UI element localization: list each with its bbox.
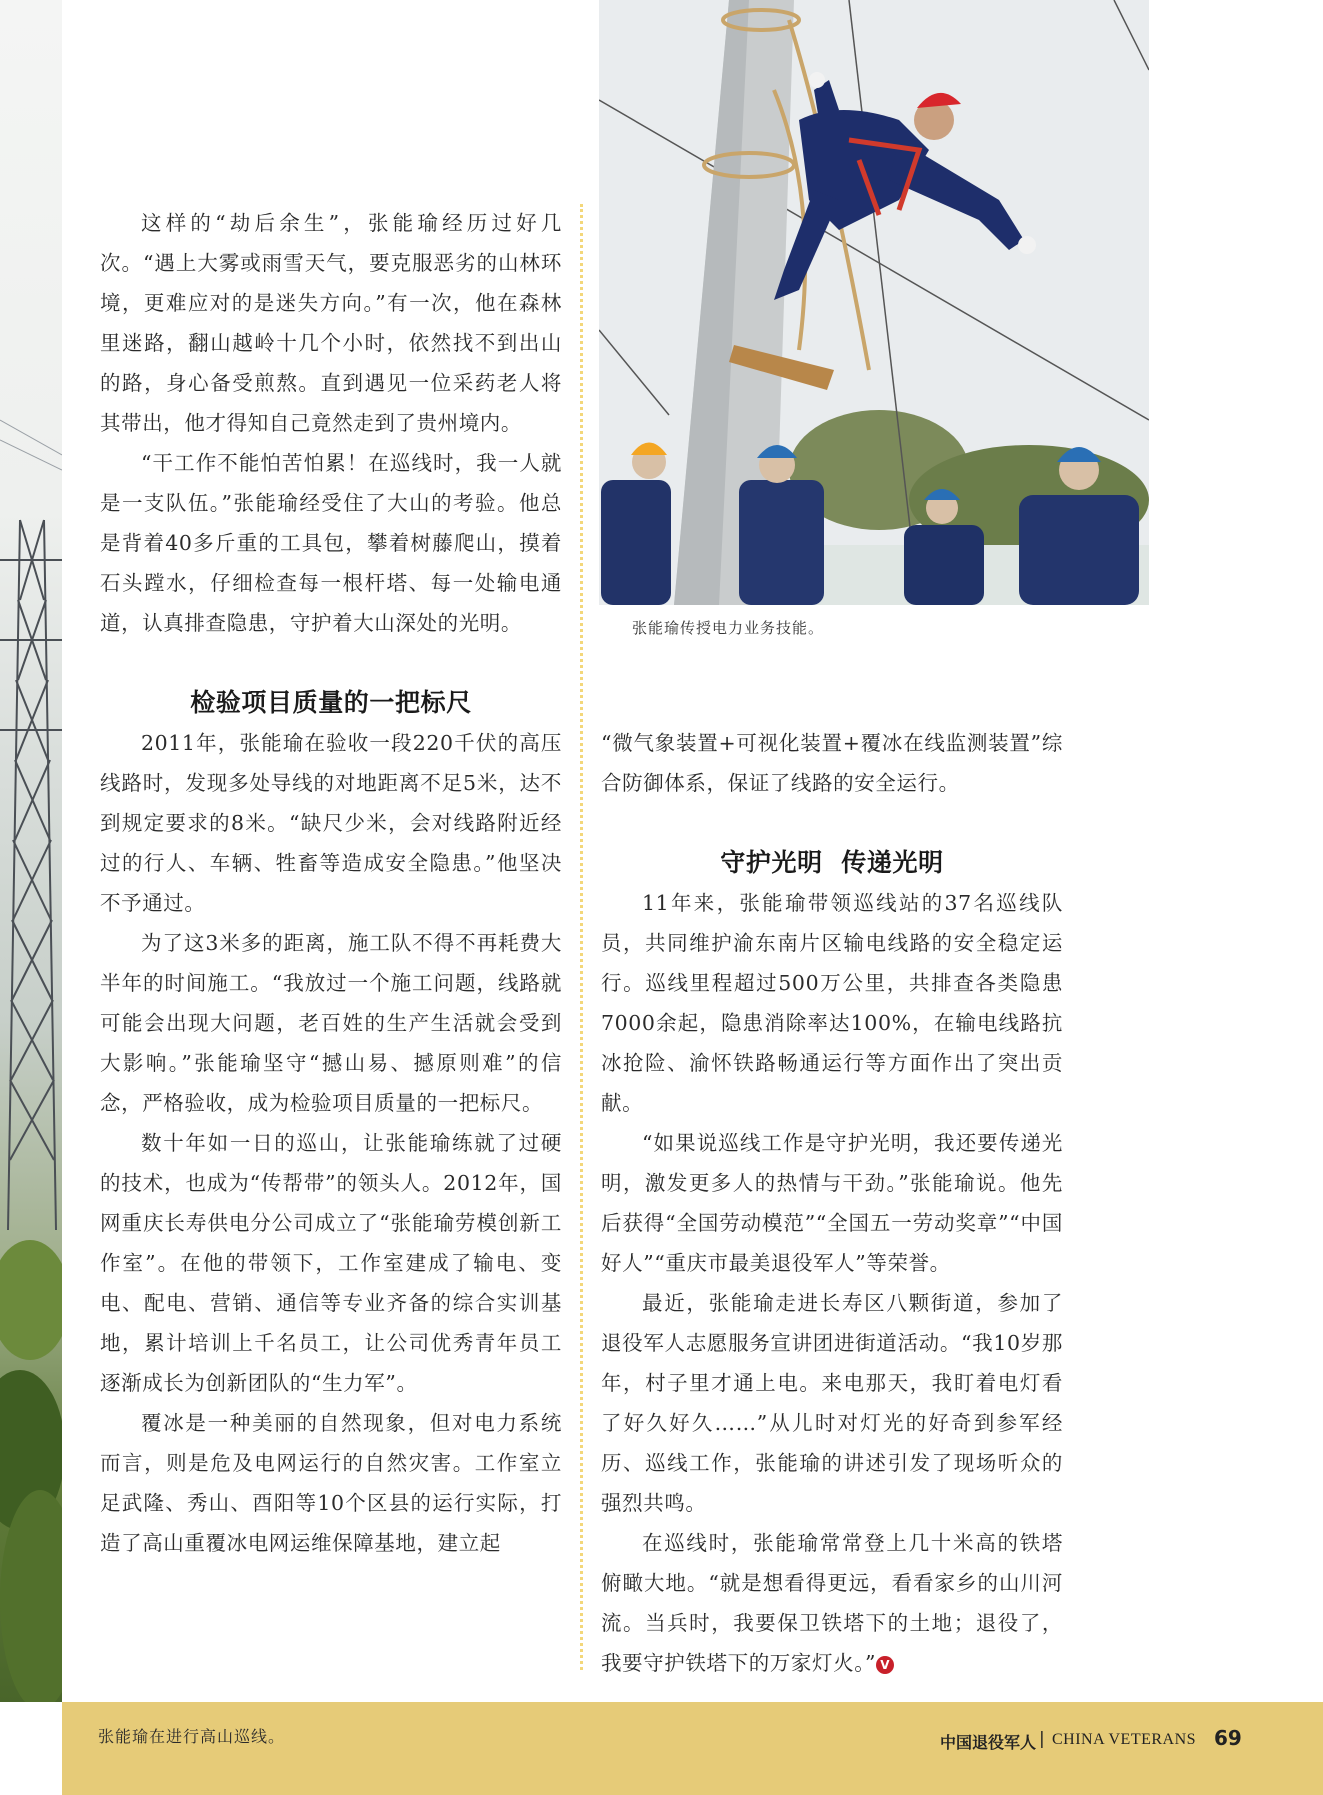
paragraph: “如果说巡线工作是守护光明，我还要传递光明，激发更多人的热情与干劲。”张能瑜说。他先后获得“全国劳动模范”“全国五一劳动奖章”“中国好人”“重庆市最美退役军人”等荣誉。	[601, 1131, 1063, 1275]
paragraph: “干工作不能怕苦怕累！在巡线时，我一人就是一支队伍。”张能瑜经受住了大山的考验。他总是背着40多斤重的工具包，攀着树藤爬山，摸着石头蹚水，仔细检查每一根杆塔、每一处输电通道，认真排查隐患，守护着大山深处的光明。	[100, 451, 562, 635]
paragraph: 为了这3米多的距离，施工队不得不再耗费大半年的时间施工。“我放过一个施工问题，线路就可能会出现大问题，老百姓的生产生活就会受到大影响。”张能瑜坚守“撼山易、撼原则难”的信念，严格验收，成为检验项目质量的一把标尺。	[100, 931, 562, 1115]
left-column	[100, 203, 562, 1563]
paragraph: 11年来，张能瑜带领巡线站的37名巡线队员，共同维护渝东南片区输电线路的安全稳定运行。巡线里程超过500万公里，共排查各类隐患7000余起，隐患消除率达100%，在输电线路抗冰抢险、渝怀铁路畅通运行等方面作出了突出贡献。	[601, 891, 1063, 1115]
paragraph: 覆冰是一种美丽的自然现象，但对电力系统而言，则是危及电网运行的自然灾害。工作室立足武隆、秀山、酉阳等10个区县的运行实际，打造了高山重覆冰电网运维保障基地，建立起	[100, 1411, 562, 1555]
footer-separator: |	[1039, 1729, 1045, 1749]
paragraph: 2011年，张能瑜在验收一段220千伏的高压线路时，发现多处导线的对地距离不足5米，达不到规定要求的8米。“缺尺少米，会对线路附近经过的行人、车辆、牲畜等造成安全隐患。”他坚决不予通过。	[100, 731, 562, 915]
page-number: 69	[1214, 1726, 1242, 1750]
magazine-name-cn: 中国退役军人	[940, 1733, 1037, 1752]
paragraph-text: 在巡线时，张能瑜常常登上几十米高的铁塔俯瞰大地。“就是想看得更远，看看家乡的山川河流。当兵时，我要保卫铁塔下的土地；退役了，我要守护铁塔下的万家灯火。”	[601, 1531, 1063, 1675]
paragraph: 这样的“劫后余生”，张能瑜经历过好几次。“遇上大雾或雨雪天气，要克服恶劣的山林环境，更难应对的是迷失方向。”有一次，他在森林里迷路，翻山越岭十几个小时，依然找不到出山的路，身心备受煎熬。直到遇见一位采药老人将其带出，他才得知自己竟然走到了贵州境内。	[100, 211, 562, 435]
lineman-climbing-pole-illustration	[599, 0, 1149, 605]
paragraph: “微气象装置+可视化装置+覆冰在线监测装置”综合防御体系，保证了线路的安全运行。	[601, 731, 1063, 795]
end-mark-icon: V	[876, 1656, 894, 1674]
transmission-tower-photo-strip	[0, 0, 62, 1702]
photo-caption: 张能瑜传授电力业务技能。	[632, 619, 825, 637]
footer-photo-caption: 张能瑜在进行高山巡线。	[98, 1727, 286, 1746]
paragraph: 最近，张能瑜走进长寿区八颗街道，参加了退役军人志愿服务宣讲团进街道活动。“我10岁那年，村子里才通上电。来电那天，我盯着电灯看了好久好久……”从儿时对灯光的好奇到参军经历、巡线工作，张能瑜的讲述引发了现场听众的强烈共鸣。	[601, 1291, 1063, 1515]
section-heading: 守护光明 传递光明	[720, 848, 944, 877]
right-column	[601, 723, 1063, 1683]
lineman-training-photo	[599, 0, 1149, 605]
column-divider	[580, 204, 583, 1670]
section-heading: 检验项目质量的一把标尺	[190, 688, 472, 717]
paragraph: 数十年如一日的巡山，让张能瑜练就了过硬的技术，也成为“传帮带”的领头人。2012年，国网重庆长寿供电分公司成立了“张能瑜劳模创新工作室”。在他的带领下，工作室建成了输电、变电、配电、营销、通信等专业齐备的综合实训基地，累计培训上千名员工，让公司优秀青年员工逐渐成长为创新团队的“生力军”。	[100, 1131, 562, 1395]
paragraph	[601, 1523, 1063, 1683]
transmission-tower-illustration	[0, 0, 62, 1702]
magazine-name-en: CHINA VETERANS	[1052, 1731, 1197, 1748]
